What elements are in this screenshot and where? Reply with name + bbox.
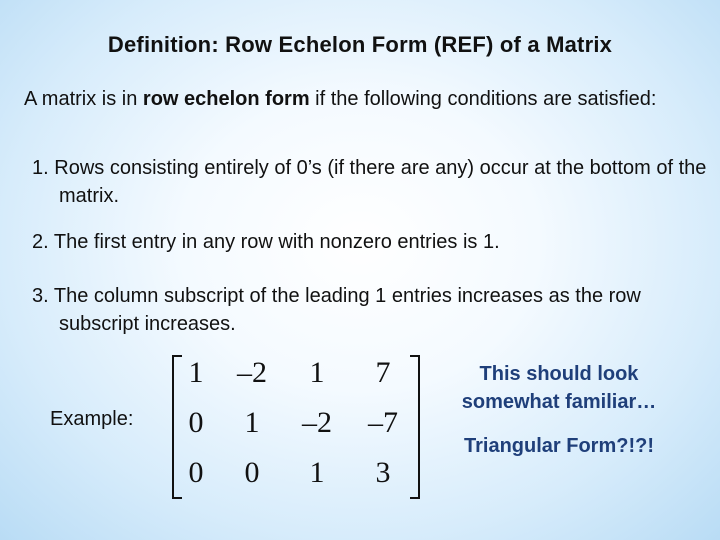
matrix-cell: 0 xyxy=(188,406,204,439)
intro-text-after: if the following conditions are satisfied: xyxy=(309,88,657,110)
condition-3 xyxy=(32,282,719,338)
slide-title: Definition: Row Echelon Form (REF) of a Matrix xyxy=(107,32,613,57)
condition-text: The column subscript of the leading 1 entries increases as the row subscript increases. xyxy=(53,285,641,335)
condition-number: 2. xyxy=(32,231,49,253)
matrix-cell: 0 xyxy=(244,456,260,489)
matrix-cell: –7 xyxy=(368,406,398,439)
matrix-cell: 7 xyxy=(375,356,391,389)
condition-number: 3. xyxy=(32,285,49,307)
example-matrix xyxy=(172,355,420,497)
condition-number: 1. xyxy=(32,157,49,179)
matrix-cell: –2 xyxy=(302,406,332,439)
matrix-cell: 1 xyxy=(309,356,325,389)
condition-1 xyxy=(32,154,719,210)
condition-text: The first entry in any row with nonzero entries is 1. xyxy=(53,231,500,253)
condition-2 xyxy=(32,228,719,256)
matrix-cell: 1 xyxy=(309,456,325,489)
intro-text-before: A matrix is in xyxy=(24,88,143,110)
matrix-cell: 0 xyxy=(188,456,204,489)
condition-text: Rows consisting entirely of 0’s (if there are any) occur at the bottom of the matrix. xyxy=(54,157,707,207)
intro-paragraph xyxy=(24,85,694,113)
matrix-cell: 1 xyxy=(244,406,260,439)
note-triangular: Triangular Form?!?! xyxy=(464,435,654,457)
matrix-cell: 3 xyxy=(375,456,391,489)
matrix-cell: 1 xyxy=(188,356,204,389)
note-familiar: This should look somewhat familiar… xyxy=(461,363,657,413)
matrix-cell: –2 xyxy=(237,356,267,389)
intro-term: row echelon form xyxy=(142,88,310,110)
example-label: Example: xyxy=(50,408,134,430)
